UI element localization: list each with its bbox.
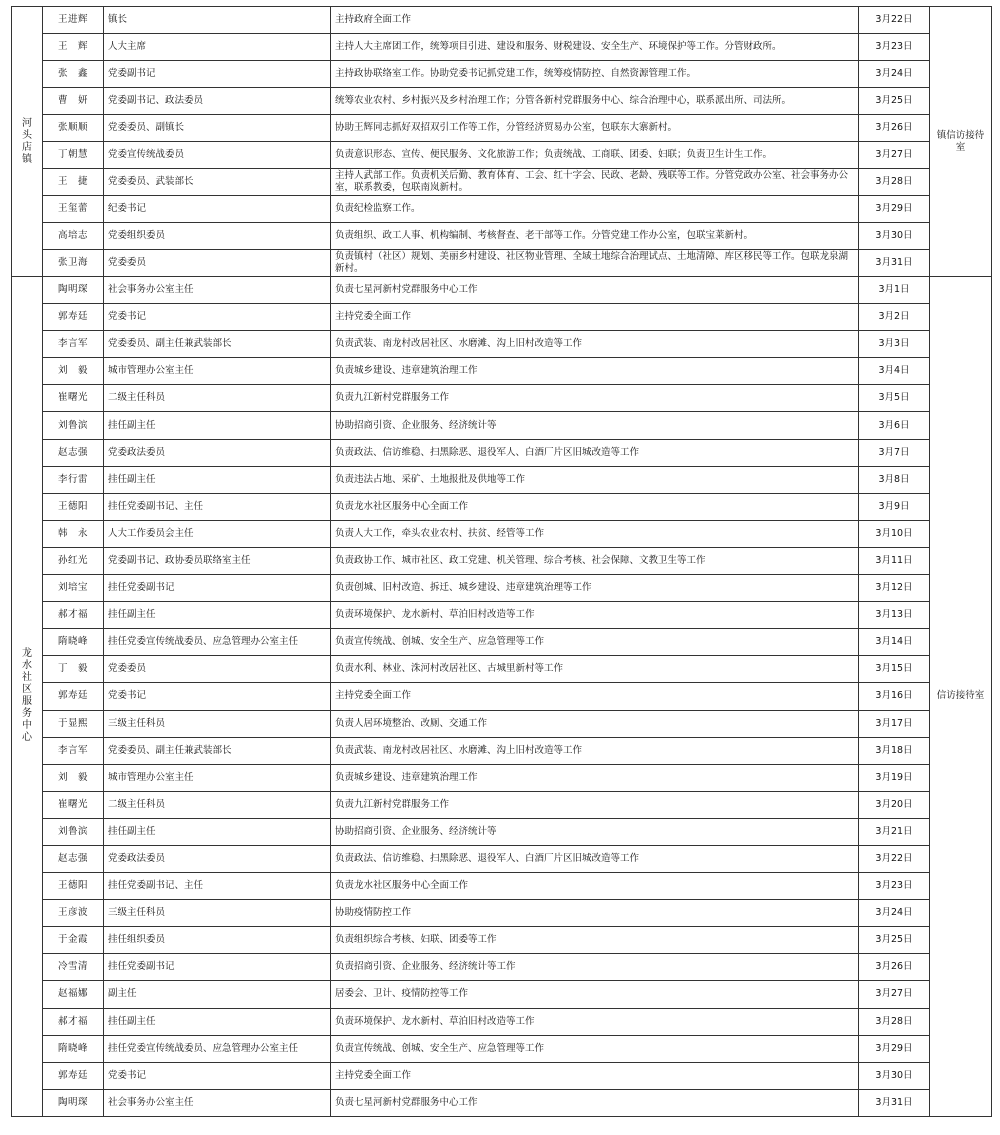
official-name-cell: 崔曙光 (43, 385, 104, 412)
reception-date-cell: 3月28日 (859, 1008, 930, 1035)
reception-date-cell: 3月3日 (859, 331, 930, 358)
official-name-cell: 王德阳 (43, 873, 104, 900)
official-name-cell: 曹 妍 (43, 88, 104, 115)
official-name-cell: 丁朝慧 (43, 142, 104, 169)
unit-name-cell (12, 7, 43, 277)
official-name-cell: 王 捷 (43, 169, 104, 196)
table-row (12, 466, 992, 493)
position-cell: 党委副书记、政法委员 (104, 88, 331, 115)
unit-name: 龙水社区服务中心 (22, 648, 32, 744)
position-cell: 挂任党委宣传统战委员、应急管理办公室主任 (104, 1035, 331, 1062)
duty-cell: 负责七星河新村党群服务中心工作 (331, 277, 859, 304)
reception-date-cell: 3月25日 (859, 927, 930, 954)
reception-date-cell: 3月27日 (859, 981, 930, 1008)
reception-date-cell: 3月14日 (859, 629, 930, 656)
reception-date-cell: 3月11日 (859, 547, 930, 574)
reception-date-cell: 3月4日 (859, 358, 930, 385)
duty-cell: 居委会、卫计、疫情防控等工作 (331, 981, 859, 1008)
official-name-cell: 王玺蕾 (43, 196, 104, 223)
duty-cell: 负责政法、信访维稳、扫黑除恶、退役军人、白酒厂片区旧城改造等工作 (331, 845, 859, 872)
position-cell: 人大主席 (104, 34, 331, 61)
table-row (12, 7, 992, 34)
position-cell: 挂任组织委员 (104, 927, 331, 954)
position-cell: 挂任副主任 (104, 602, 331, 629)
duty-cell: 负责武装、南龙村改居社区、水磨滩、沟上旧村改造等工作 (331, 331, 859, 358)
official-name-cell: 隋晓峰 (43, 629, 104, 656)
duty-cell: 负责城乡建设、违章建筑治理工作 (331, 358, 859, 385)
official-name-cell: 丁 毅 (43, 656, 104, 683)
reception-date-cell: 3月12日 (859, 575, 930, 602)
official-name-cell: 刘鲁滨 (43, 412, 104, 439)
duty-cell: 负责水利、林业、洙河村改居社区、古城里新村等工作 (331, 656, 859, 683)
position-cell: 党委政法委员 (104, 439, 331, 466)
reception-date-cell: 3月30日 (859, 1062, 930, 1089)
official-name-cell: 张顺顺 (43, 115, 104, 142)
reception-date-cell: 3月5日 (859, 385, 930, 412)
duty-cell: 负责政协工作、城市社区、政工党建、机关管理、综合考核、社会保障、文教卫生等工作 (331, 547, 859, 574)
reception-date-cell: 3月22日 (859, 7, 930, 34)
official-name-cell: 隋晓峰 (43, 1035, 104, 1062)
unit-name: 河头店镇 (22, 117, 32, 165)
position-cell: 党委书记 (104, 683, 331, 710)
table-row (12, 493, 992, 520)
duty-cell: 负责组织综合考核、妇联、团委等工作 (331, 927, 859, 954)
position-cell: 挂任党委副书记、主任 (104, 873, 331, 900)
reception-date-cell: 3月21日 (859, 818, 930, 845)
duty-cell: 负责政法、信访维稳、扫黑除恶、退役军人、白酒厂片区旧城改造等工作 (331, 439, 859, 466)
position-cell: 党委委员、武装部长 (104, 169, 331, 196)
duty-cell: 负责人大工作，牵头农业农村、扶贫、经管等工作 (331, 520, 859, 547)
table-row (12, 1089, 992, 1116)
reception-date-cell: 3月24日 (859, 61, 930, 88)
position-cell: 党委政法委员 (104, 845, 331, 872)
table-row (12, 629, 992, 656)
official-name-cell: 王 辉 (43, 34, 104, 61)
official-name-cell: 李言军 (43, 737, 104, 764)
reception-date-cell: 3月13日 (859, 602, 930, 629)
position-cell: 挂任副主任 (104, 818, 331, 845)
position-cell: 镇长 (104, 7, 331, 34)
reception-date-cell: 3月15日 (859, 656, 930, 683)
position-cell: 党委宣传统战委员 (104, 142, 331, 169)
table-row (12, 764, 992, 791)
position-cell: 挂任党委副书记 (104, 954, 331, 981)
reception-date-cell: 3月26日 (859, 115, 930, 142)
table-row (12, 331, 992, 358)
reception-date-cell: 3月23日 (859, 34, 930, 61)
table-row (12, 873, 992, 900)
table-row (12, 223, 992, 250)
table-row (12, 981, 992, 1008)
duty-cell: 统筹农业农村、乡村振兴及乡村治理工作；分管各新村党群服务中心、综合治理中心，联系派出所、司法所。 (331, 88, 859, 115)
position-cell: 二级主任科员 (104, 791, 331, 818)
duty-cell: 协助招商引资、企业服务、经济统计等 (331, 818, 859, 845)
reception-date-cell: 3月7日 (859, 439, 930, 466)
reception-date-cell: 3月9日 (859, 493, 930, 520)
duty-cell: 负责龙水社区服务中心全面工作 (331, 493, 859, 520)
position-cell: 党委书记 (104, 304, 331, 331)
duty-cell: 负责城乡建设、违章建筑治理工作 (331, 764, 859, 791)
duty-cell: 主持人武部工作。负责机关后勤、教育体育、工会、红十字会、民政、老龄、残联等工作。分管党政办公室、社会事务办公室，联系教委，包联南岚新村。 (331, 169, 859, 196)
position-cell: 党委委员、副主任兼武装部长 (104, 737, 331, 764)
table-row (12, 900, 992, 927)
duty-cell: 主持党委全面工作 (331, 304, 859, 331)
table-row (12, 196, 992, 223)
position-cell: 副主任 (104, 981, 331, 1008)
official-name-cell: 王彦波 (43, 900, 104, 927)
position-cell: 二级主任科员 (104, 385, 331, 412)
official-name-cell: 李行雷 (43, 466, 104, 493)
table-row (12, 656, 992, 683)
table-row (12, 304, 992, 331)
position-cell: 城市管理办公室主任 (104, 358, 331, 385)
table-row (12, 791, 992, 818)
position-cell: 挂任副主任 (104, 466, 331, 493)
table-row (12, 520, 992, 547)
reception-date-cell: 3月31日 (859, 250, 930, 277)
position-cell: 挂任党委副书记 (104, 575, 331, 602)
position-cell: 党委副书记、政协委员联络室主任 (104, 547, 331, 574)
reception-date-cell: 3月8日 (859, 466, 930, 493)
table-row (12, 61, 992, 88)
table-row (12, 683, 992, 710)
reception-date-cell: 3月24日 (859, 900, 930, 927)
position-cell: 党委委员 (104, 656, 331, 683)
table-row (12, 115, 992, 142)
position-cell: 人大工作委员会主任 (104, 520, 331, 547)
official-name-cell: 郝才福 (43, 1008, 104, 1035)
table-row (12, 88, 992, 115)
duty-cell: 协助疫情防控工作 (331, 900, 859, 927)
table-row (12, 34, 992, 61)
position-cell: 城市管理办公室主任 (104, 764, 331, 791)
position-cell: 挂任副主任 (104, 412, 331, 439)
reception-date-cell: 3月23日 (859, 873, 930, 900)
official-name-cell: 刘鲁滨 (43, 818, 104, 845)
reception-date-cell: 3月19日 (859, 764, 930, 791)
duty-cell: 协助王辉同志抓好双招双引工作等工作，分管经济贸易办公室，包联东大寨新村。 (331, 115, 859, 142)
reception-place-cell: 镇信访接待室 (930, 7, 992, 277)
official-name-cell: 张 鑫 (43, 61, 104, 88)
reception-date-cell: 3月2日 (859, 304, 930, 331)
reception-date-cell: 3月22日 (859, 845, 930, 872)
reception-date-cell: 3月30日 (859, 223, 930, 250)
position-cell: 党委委员 (104, 250, 331, 277)
table-row (12, 1062, 992, 1089)
official-name-cell: 陶明琛 (43, 1089, 104, 1116)
unit-name-cell (12, 277, 43, 1117)
table-row (12, 547, 992, 574)
duty-cell: 负责武装、南龙村改居社区、水磨滩、沟上旧村改造等工作 (331, 737, 859, 764)
official-name-cell: 陶明琛 (43, 277, 104, 304)
duty-cell: 负责组织、政工人事、机构编制、考核督查、老干部等工作。分管党建工作办公室，包联宝莱新村。 (331, 223, 859, 250)
duty-cell: 负责纪检监察工作。 (331, 196, 859, 223)
table-row (12, 737, 992, 764)
duty-cell: 负责环境保护、龙水新村、草泊旧村改造等工作 (331, 602, 859, 629)
official-name-cell: 高培志 (43, 223, 104, 250)
official-name-cell: 孙红光 (43, 547, 104, 574)
position-cell: 挂任副主任 (104, 1008, 331, 1035)
duty-cell: 负责招商引资、企业服务、经济统计等工作 (331, 954, 859, 981)
official-name-cell: 刘 毅 (43, 358, 104, 385)
position-cell: 党委委员、副镇长 (104, 115, 331, 142)
duty-cell: 负责创城、旧村改造、拆迁、城乡建设、违章建筑治理等工作 (331, 575, 859, 602)
official-name-cell: 冷雪清 (43, 954, 104, 981)
table-row (12, 927, 992, 954)
reception-date-cell: 3月1日 (859, 277, 930, 304)
reception-place-cell: 信访接待室 (930, 277, 992, 1117)
duty-cell: 负责龙水社区服务中心全面工作 (331, 873, 859, 900)
position-cell: 三级主任科员 (104, 710, 331, 737)
table-row (12, 845, 992, 872)
position-cell: 党委副书记 (104, 61, 331, 88)
position-cell: 社会事务办公室主任 (104, 277, 331, 304)
duty-cell: 负责宣传统战、创城、安全生产、应急管理等工作 (331, 629, 859, 656)
reception-date-cell: 3月29日 (859, 196, 930, 223)
reception-date-cell: 3月17日 (859, 710, 930, 737)
position-cell: 党委书记 (104, 1062, 331, 1089)
duty-cell: 主持党委全面工作 (331, 1062, 859, 1089)
official-name-cell: 刘培宝 (43, 575, 104, 602)
duty-cell: 负责九江新村党群服务工作 (331, 385, 859, 412)
table-row (12, 710, 992, 737)
reception-date-cell: 3月6日 (859, 412, 930, 439)
duty-cell: 负责环境保护、龙水新村、草泊旧村改造等工作 (331, 1008, 859, 1035)
official-name-cell: 郝才福 (43, 602, 104, 629)
table-row (12, 602, 992, 629)
table-row (12, 954, 992, 981)
duty-cell: 负责意识形态、宣传、便民服务、文化旅游工作；负责统战、工商联、团委、妇联；负责卫生计生工作。 (331, 142, 859, 169)
schedule-body (12, 7, 992, 1117)
table-row (12, 385, 992, 412)
duty-cell: 负责违法占地、采矿、土地报批及供地等工作 (331, 466, 859, 493)
duty-cell: 负责镇村（社区）规划、美丽乡村建设、社区物业管理、全域土地综合治理试点、土地清障、库区移民等工作。包联龙泉湖新村。 (331, 250, 859, 277)
table-row (12, 358, 992, 385)
duty-cell: 负责宣传统战、创城、安全生产、应急管理等工作 (331, 1035, 859, 1062)
duty-cell: 主持政府全面工作 (331, 7, 859, 34)
position-cell: 纪委书记 (104, 196, 331, 223)
reception-date-cell: 3月20日 (859, 791, 930, 818)
official-name-cell: 郭寿廷 (43, 683, 104, 710)
table-row (12, 818, 992, 845)
official-name-cell: 韩 永 (43, 520, 104, 547)
table-row (12, 277, 992, 304)
duty-cell: 主持党委全面工作 (331, 683, 859, 710)
official-name-cell: 郭寿廷 (43, 304, 104, 331)
position-cell: 党委组织委员 (104, 223, 331, 250)
reception-date-cell: 3月28日 (859, 169, 930, 196)
table-row (12, 439, 992, 466)
reception-date-cell: 3月16日 (859, 683, 930, 710)
official-name-cell: 于显熙 (43, 710, 104, 737)
official-name-cell: 赵志强 (43, 845, 104, 872)
position-cell: 社会事务办公室主任 (104, 1089, 331, 1116)
reception-date-cell: 3月31日 (859, 1089, 930, 1116)
duty-cell: 协助招商引资、企业服务、经济统计等 (331, 412, 859, 439)
position-cell: 挂任党委宣传统战委员、应急管理办公室主任 (104, 629, 331, 656)
reception-date-cell: 3月18日 (859, 737, 930, 764)
duty-cell: 主持政协联络室工作。协助党委书记抓党建工作，统筹疫情防控、自然资源管理工作。 (331, 61, 859, 88)
reception-date-cell: 3月27日 (859, 142, 930, 169)
table-row (12, 1035, 992, 1062)
reception-date-cell: 3月25日 (859, 88, 930, 115)
official-name-cell: 郭寿廷 (43, 1062, 104, 1089)
official-name-cell: 王德阳 (43, 493, 104, 520)
duty-cell: 主持人大主席团工作，统筹项目引进、建设和服务、财税建设、安全生产、环境保护等工作。分管财政所。 (331, 34, 859, 61)
table-row (12, 575, 992, 602)
position-cell: 挂任党委副书记、主任 (104, 493, 331, 520)
table-row (12, 169, 992, 196)
official-name-cell: 于金霞 (43, 927, 104, 954)
table-row (12, 412, 992, 439)
table-row (12, 142, 992, 169)
official-name-cell: 赵志强 (43, 439, 104, 466)
official-name-cell: 赵福娜 (43, 981, 104, 1008)
duty-cell: 负责七星河新村党群服务中心工作 (331, 1089, 859, 1116)
reception-date-cell: 3月26日 (859, 954, 930, 981)
official-name-cell: 李言军 (43, 331, 104, 358)
table-row (12, 1008, 992, 1035)
official-name-cell: 刘 毅 (43, 764, 104, 791)
duty-cell: 负责人居环境整治、改厕、交通工作 (331, 710, 859, 737)
position-cell: 三级主任科员 (104, 900, 331, 927)
position-cell: 党委委员、副主任兼武装部长 (104, 331, 331, 358)
official-name-cell: 崔曙光 (43, 791, 104, 818)
reception-schedule-table (11, 6, 992, 1117)
table-row (12, 250, 992, 277)
official-name-cell: 王进辉 (43, 7, 104, 34)
duty-cell: 负责九江新村党群服务工作 (331, 791, 859, 818)
reception-date-cell: 3月29日 (859, 1035, 930, 1062)
reception-date-cell: 3月10日 (859, 520, 930, 547)
official-name-cell: 张卫海 (43, 250, 104, 277)
